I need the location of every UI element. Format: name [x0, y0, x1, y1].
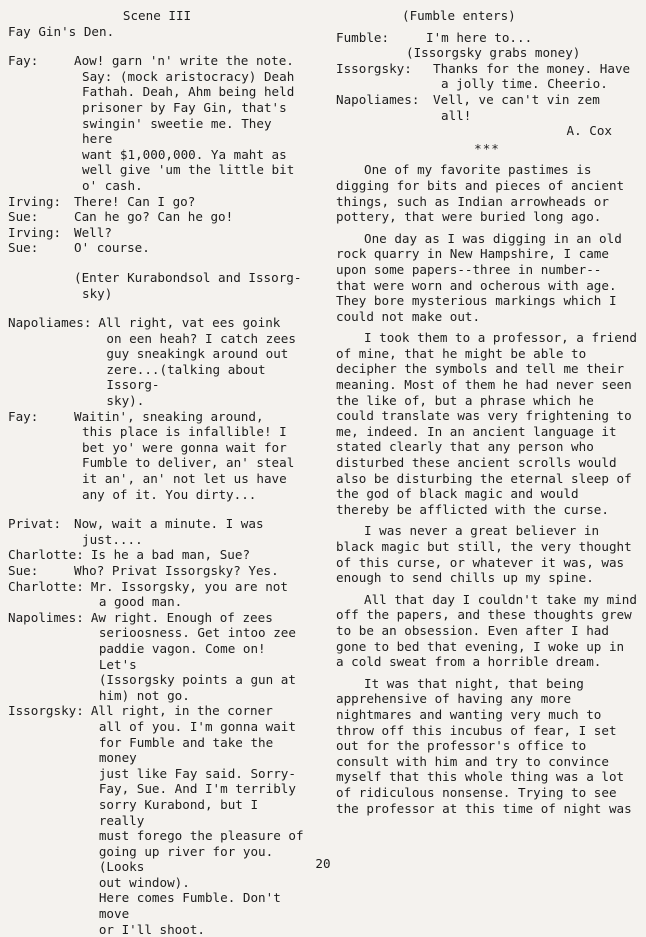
dialogue-text-line: Who? Privat Issorgsky? Yes.: [74, 563, 279, 578]
story-text: [336, 162, 638, 816]
story-paragraph: One day as I was digging in an old rock quarry in New Hampshire, I came upon some papers--three in number-- that were worn and ocherous with age. They bore mysterious markings which I could not make out.: [336, 230, 622, 324]
dialogue-text-line: bet yo' were gonna wait for: [82, 439, 287, 455]
stage-direction-grabs-money: (Issorgsky grabs money): [406, 45, 581, 61]
dialogue-text-line: Well?: [74, 224, 112, 240]
dialogue-text-line: Thanks for the money. Have: [433, 60, 631, 76]
dialogue-line: [8, 240, 306, 256]
dialogue-text-line: zere...(talking about Issorg-: [106, 361, 266, 393]
speaker-name: Fay:: [8, 53, 39, 69]
dialogue-text: [91, 579, 306, 610]
dialogue-text: [74, 563, 306, 579]
section-separator: ***: [474, 140, 500, 156]
dialogue-line: [8, 53, 306, 193]
dialogue-text-line: All right, vat ees goink: [98, 315, 281, 331]
dialogue-text-line: paddie vagon. Come on! Let's: [98, 640, 266, 672]
dialogue-text-line: swingin' sweetie me. They here: [82, 115, 272, 147]
story-paragraph: All that day I couldn't take my mind off the papers, and these thoughts grew to be an obsession. Even after I had gone to bed that evening, I woke up in a cold sweat from a horrible dream.: [336, 591, 637, 670]
dialogue-text-line: or I'll shoot.: [98, 921, 205, 937]
dialogue-line: [8, 409, 306, 503]
stage-direction-line: (Enter Kurabondsol and Issorg-: [74, 269, 302, 285]
speaker-name: Sue:: [8, 209, 39, 225]
dialogue-text-line: Can he go? Can he go!: [74, 209, 234, 225]
dialogue-text-line: a jolly time. Cheerio.: [441, 76, 608, 92]
dialogue-text-line: Mr. Issorgsky, you are not: [90, 578, 288, 594]
dialogue-text: [74, 225, 306, 241]
speaker-name: Issorgsky:: [8, 703, 84, 719]
speaker-name: Napolimes:: [8, 609, 84, 625]
speaker-name: Fumble:: [336, 29, 390, 45]
dialogue-text-line: (Issorgsky points a gun at: [98, 672, 296, 688]
dialogue-text-line: want $1,000,000. Ya maht as: [82, 146, 287, 162]
dialogue-text-line: just....: [82, 531, 143, 547]
story-paragraph: One of my favorite pastimes is digging for bits and pieces of ancient things, such as Indian arrowheads or pottery, that were buried long ago.: [336, 162, 625, 225]
dialogue-text-line: Fumble to deliver, an' steal: [82, 455, 295, 471]
right-column: [336, 8, 638, 816]
dialogue-text-line: must forego the pleasure of: [98, 828, 304, 844]
dialogue-text-line: going up river for you. (Looks: [98, 843, 274, 875]
dialogue-text-line: Is he a bad man, Sue?: [90, 547, 251, 563]
page-number: 20: [315, 856, 331, 871]
dialogue-line: [336, 61, 638, 92]
speaker-name: Napoliames:: [8, 315, 92, 331]
speaker-name: Sue:: [8, 240, 39, 256]
dialogue-line: [8, 579, 306, 610]
dialogue-block-2: [8, 315, 306, 502]
dialogue-line-fumble: [336, 30, 638, 46]
dialogue-text: [433, 92, 638, 123]
dialogue-text: [433, 61, 638, 92]
dialogue-line: [8, 516, 306, 547]
dialogue-text-line: All right, in the corner: [90, 703, 273, 719]
dialogue-line: [8, 194, 306, 210]
dialogue-block-3: [8, 516, 306, 937]
dialogue-text-line: this place is infallible! I: [82, 424, 287, 440]
dialogue-text-line: Vell, ve can't vin zem: [433, 91, 600, 107]
dialogue-text-line: Now, wait a minute. I was: [74, 516, 264, 532]
dialogue-text: [74, 194, 306, 210]
dialogue-text-line: all of you. I'm gonna wait: [98, 718, 296, 734]
dialogue-line: [8, 703, 306, 937]
speaker-name: Charlotte:: [8, 578, 84, 594]
dialogue-text: I'm here to...: [426, 29, 533, 45]
dialogue-text-line: him) not go.: [98, 687, 190, 703]
dialogue-text: [74, 409, 306, 503]
dialogue-text-line: O' course.: [74, 240, 150, 256]
dialogue-text-line: sky).: [106, 393, 145, 409]
author-signature: A. Cox: [566, 123, 612, 139]
dialogue-text-line: Waitin', sneaking around,: [74, 408, 264, 424]
dialogue-line: [336, 92, 638, 123]
dialogue-text-line: Aw right. Enough of zees: [90, 609, 273, 625]
dialogue-text-line: well give 'um the little bit: [82, 162, 295, 178]
dialogue-text-line: on een heah? I catch zees: [106, 330, 296, 346]
dialogue-text-line: serioosness. Get intoo zee: [98, 625, 296, 641]
dialogue-text-line: Aow! garn 'n' write the note.: [74, 53, 294, 69]
dialogue-text-line: any of it. You dirty...: [82, 486, 257, 502]
dialogue-text-line: Say: (mock aristocracy) Deah: [82, 68, 295, 84]
dialogue-line: [8, 610, 306, 704]
stage-direction-fumble-enters: (Fumble enters): [402, 8, 516, 23]
speaker-name: Fay:: [8, 408, 39, 424]
dialogue-text-line: all!: [441, 107, 472, 123]
dialogue-text-line: prisoner by Fay Gin, that's: [82, 99, 287, 115]
speaker-name: Privat:: [8, 516, 62, 532]
dialogue-text: [91, 703, 306, 937]
dialogue-block-right: [336, 61, 638, 123]
dialogue-text: [74, 209, 306, 225]
dialogue-line: [8, 547, 306, 563]
speaker-name: Sue:: [8, 563, 39, 578]
dialogue-line: [8, 209, 306, 225]
dialogue-line: [8, 563, 306, 579]
story-paragraph: I was never a great believer in black magic but still, the very thought of this curse, or whatever it was, was enough to send chills up my spine.: [336, 523, 632, 586]
story-paragraph: I took them to a professor, a friend of mine, that he might be able to decipher the symbols and tell me their meaning. Most of them he had never seen the like of, but a phrase which he could translate was very frightening to me, indeed. In an ancient language it stated clearly that any person who disturbed these ancient scrolls would also be disturbing the eternal sleep of the god of black magic and would thereby be afflicted with the curse.: [336, 330, 637, 517]
speaker-name: Irving:: [8, 193, 62, 209]
dialogue-text-line: just like Fay said. Sorry-: [98, 765, 296, 781]
story-paragraph: It was that night, that being apprehensive of having any more nightmares and wanting very much to throw off this incubus of fear, I set out for the professor's office to consult with him and try to convince myself that this whole thing was a lot of ridiculous nonsense. Trying to see the professor at this time of night was: [336, 675, 632, 816]
dialogue-text-line: There! Can I go?: [74, 193, 196, 209]
speaker-name: Charlotte:: [8, 547, 84, 563]
dialogue-text: [74, 53, 306, 193]
left-column: [8, 8, 306, 937]
dialogue-text: [74, 516, 306, 547]
dialogue-text-line: Here comes Fumble. Don't move: [98, 890, 281, 922]
scene-setting: Fay Gin's Den.: [8, 23, 115, 39]
dialogue-text: [98, 315, 306, 409]
dialogue-text: [74, 240, 306, 256]
dialogue-text-line: a good man.: [98, 594, 183, 610]
dialogue-text-line: Fay, Sue. And I'm terribly: [98, 781, 296, 797]
dialogue-text: [91, 610, 306, 704]
dialogue-text: [91, 547, 306, 563]
dialogue-block-1: [8, 53, 306, 256]
dialogue-text-line: sorry Kurabond, but I really: [98, 796, 259, 828]
dialogue-text-line: it an', an' not let us have: [82, 471, 287, 487]
speaker-name: Issorgsky:: [336, 60, 412, 76]
dialogue-text-line: o' cash.: [82, 177, 143, 193]
dialogue-text-line: guy sneakingk around out: [106, 346, 289, 362]
stage-direction-enter: [74, 270, 306, 301]
stage-direction-line: sky): [82, 285, 113, 301]
dialogue-line: [8, 225, 306, 241]
dialogue-text-line: Fathah. Deah, Ahm being held: [82, 84, 295, 100]
dialogue-text-line: for Fumble and take the money: [98, 734, 274, 766]
speaker-name: Irving:: [8, 224, 62, 240]
scene-title: Scene III: [122, 8, 192, 23]
dialogue-line: [8, 315, 306, 409]
speaker-name: Napoliames:: [336, 91, 420, 107]
dialogue-text-line: out window).: [98, 874, 190, 890]
